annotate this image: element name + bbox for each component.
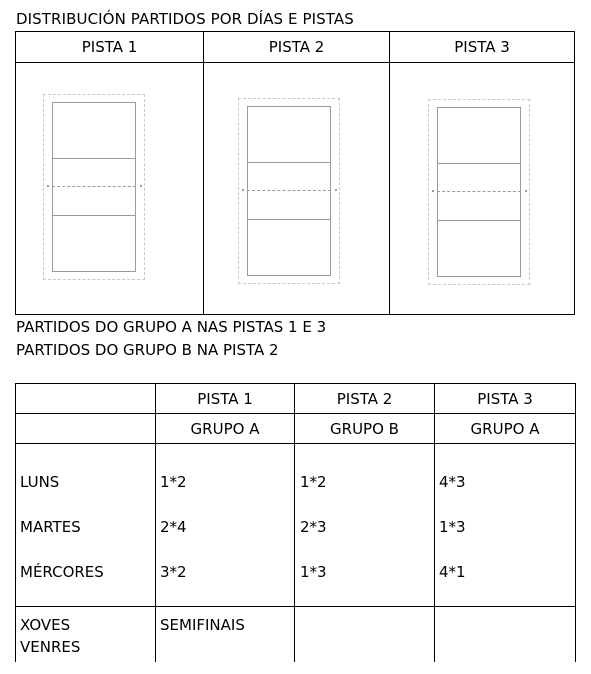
header-divider xyxy=(16,62,574,63)
service-line xyxy=(248,162,330,163)
match-cell: 1*2 xyxy=(160,473,187,491)
net-post xyxy=(47,185,49,187)
match-cell: 4*1 xyxy=(439,563,466,581)
courts-table xyxy=(15,31,575,315)
match-cell: 1*3 xyxy=(439,518,466,536)
match-cell: 2*4 xyxy=(160,518,187,536)
net-post xyxy=(432,190,434,192)
table-border xyxy=(15,383,16,662)
net-post xyxy=(140,185,142,187)
court-net xyxy=(52,186,136,187)
day-label: MÉRCORES xyxy=(20,563,104,581)
row-divider xyxy=(15,413,576,414)
schedule-grupo-pista-3: GRUPO A xyxy=(470,420,540,438)
court-net xyxy=(247,190,331,191)
row-divider xyxy=(15,606,576,607)
day-label: LUNS xyxy=(20,473,60,491)
day-label: XOVES xyxy=(20,616,71,634)
court-lines xyxy=(52,102,136,272)
net-post xyxy=(525,190,527,192)
schedule-table xyxy=(15,383,576,662)
schedule-grupo-pista-1: GRUPO A xyxy=(190,420,260,438)
net-post xyxy=(335,189,337,191)
service-line xyxy=(438,163,520,164)
court-net xyxy=(437,191,521,192)
match-cell: 2*3 xyxy=(300,518,327,536)
schedule-header-pista-3: PISTA 3 xyxy=(477,390,533,408)
schedule-header-pista-2: PISTA 2 xyxy=(336,390,393,408)
service-line xyxy=(438,220,520,221)
day-label: VENRES xyxy=(20,638,81,656)
schedule-header-pista-1: PISTA 1 xyxy=(197,390,253,408)
service-line xyxy=(53,215,135,216)
page-title: DISTRIBUCIÓN PARTIDOS POR DÍAS E PISTAS xyxy=(16,10,354,28)
net-post xyxy=(242,189,244,191)
note-grupo-a: PARTIDOS DO GRUPO A NAS PISTAS 1 E 3 xyxy=(16,318,327,336)
court-header-pista-2: PISTA 2 xyxy=(268,38,325,56)
match-cell: 1*2 xyxy=(300,473,327,491)
match-cell: SEMIFINAIS xyxy=(160,616,245,634)
match-cell: 3*2 xyxy=(160,563,187,581)
court-lines xyxy=(437,107,521,277)
service-line xyxy=(248,219,330,220)
day-label: MARTES xyxy=(20,518,81,536)
court-header-pista-1: PISTA 1 xyxy=(81,38,138,56)
table-border xyxy=(575,383,576,662)
court-header-pista-3: PISTA 3 xyxy=(454,38,510,56)
schedule-grupo-pista-2: GRUPO B xyxy=(330,420,399,438)
table-border xyxy=(15,383,576,384)
match-cell: 4*3 xyxy=(439,473,466,491)
match-cell: 1*3 xyxy=(300,563,327,581)
service-line xyxy=(53,158,135,159)
note-grupo-b: PARTIDOS DO GRUPO B NA PISTA 2 xyxy=(16,341,279,359)
column-divider xyxy=(203,32,204,314)
row-divider xyxy=(15,443,576,444)
column-divider xyxy=(389,32,390,314)
court-lines xyxy=(247,106,331,276)
